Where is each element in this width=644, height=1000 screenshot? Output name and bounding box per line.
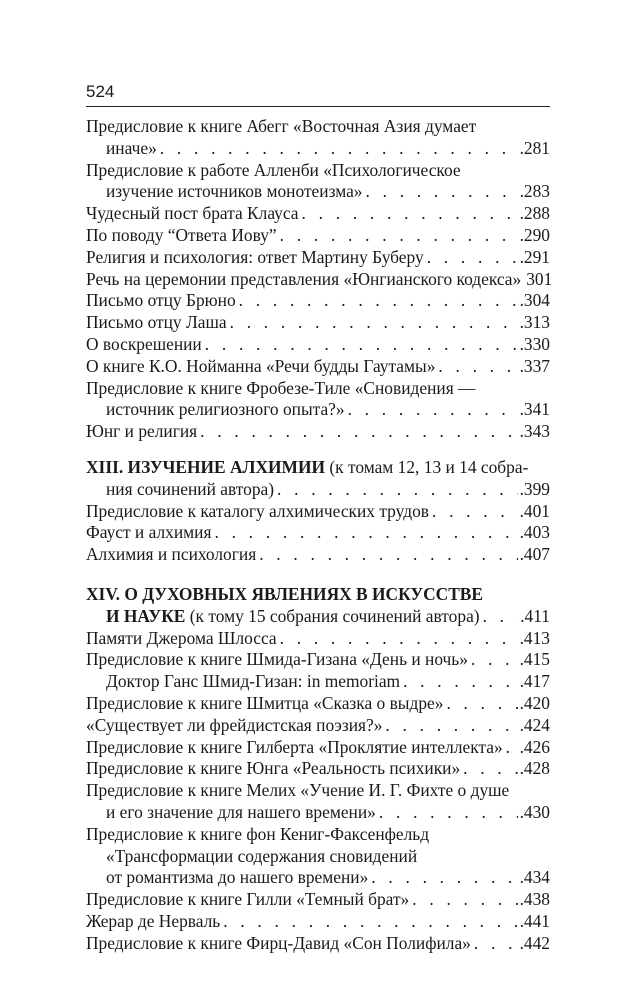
entry-row bbox=[86, 203, 550, 225]
toc-entry bbox=[86, 693, 550, 715]
entry-title: Предисловие к книге Юнга «Реальность психики» bbox=[86, 758, 461, 779]
entry-row bbox=[86, 356, 550, 378]
toc-entry bbox=[86, 544, 550, 566]
entry-row bbox=[86, 715, 550, 737]
entry-page: .341 bbox=[519, 399, 550, 420]
section-xiv-heading-bold2: И НАУКЕ bbox=[106, 605, 186, 626]
entry-row bbox=[86, 421, 550, 443]
entry-row bbox=[86, 628, 550, 650]
entry-title bbox=[106, 606, 480, 628]
toc-entry bbox=[86, 378, 550, 422]
toc-entry bbox=[86, 715, 550, 737]
leader-dots bbox=[348, 399, 518, 421]
entry-page: .337 bbox=[519, 355, 550, 376]
entry-page: .426 bbox=[519, 736, 550, 757]
page-number: 524 bbox=[86, 82, 115, 101]
entry-title: Религия и психология: ответ Мартину Буберу bbox=[86, 246, 424, 267]
entry-page: .399 bbox=[519, 478, 550, 499]
entry-title-line: «Трансформации содержания сновидений bbox=[106, 845, 418, 866]
entry-row bbox=[86, 181, 550, 203]
entry-title: Письмо отцу Брюно bbox=[86, 290, 236, 311]
toc-entry bbox=[86, 824, 550, 889]
section-xiii-heading bbox=[86, 457, 550, 479]
leader-dots bbox=[432, 501, 518, 523]
entry-title-line: Предисловие к книге Абегг «Восточная Азия думает bbox=[86, 116, 477, 136]
entry-title: иначе» bbox=[106, 137, 157, 158]
entry-page: .403 bbox=[519, 522, 550, 543]
entry-row bbox=[86, 399, 550, 421]
entry-row bbox=[86, 737, 550, 759]
section-xiv-heading-cont bbox=[86, 606, 550, 628]
entry-title: «Существует ли фрейдистская поэзия?» bbox=[86, 714, 383, 735]
toc-entry bbox=[86, 268, 553, 291]
toc-entry bbox=[86, 203, 550, 225]
leader-dots bbox=[200, 421, 517, 443]
toc-entry bbox=[86, 421, 550, 443]
entry-row bbox=[86, 544, 550, 566]
section-xiv-heading-rest2: (к тому 15 собрания сочинений автора) bbox=[185, 605, 480, 626]
leader-dots bbox=[205, 334, 518, 356]
toc-entry bbox=[86, 160, 550, 204]
entry-title: Речь на церемонии представления «Юнгианского кодекса» bbox=[86, 268, 522, 289]
toc-entry bbox=[86, 225, 550, 247]
entry-page: .291 bbox=[519, 246, 550, 267]
entry-row bbox=[86, 225, 550, 247]
leader-dots bbox=[371, 867, 517, 889]
section-xiii-heading-bold: XIII. ИЗУЧЕНИЕ АЛХИМИИ bbox=[86, 456, 326, 477]
entry-page: .424 bbox=[519, 714, 550, 735]
entry-row bbox=[86, 522, 550, 544]
entry-title-line: Предисловие к работе Алленби «Психологическое bbox=[86, 159, 461, 180]
leader-dots bbox=[438, 356, 517, 378]
toc-entry bbox=[86, 628, 550, 650]
entry-title: Предисловие к книге Гилли «Темный брат» bbox=[86, 889, 410, 910]
entry-row bbox=[86, 501, 550, 523]
entry-title: Письмо отцу Лаша bbox=[86, 312, 227, 333]
toc-entry bbox=[86, 247, 550, 269]
entry-title-line: Предисловие к книге Фробезе-Тиле «Сновидения — bbox=[86, 377, 476, 398]
toc-entry bbox=[86, 758, 550, 780]
entry-page: .411 bbox=[520, 605, 550, 626]
entry-title: Доктор Ганс Шмид-Гизан: in memoriam bbox=[106, 671, 401, 692]
section-xiii-heading-rest: (к томам 12, 13 и 14 собра- bbox=[325, 456, 529, 477]
leader-dots bbox=[280, 225, 518, 247]
entry-page: .281 bbox=[519, 137, 550, 158]
section-xiv-entries bbox=[86, 628, 550, 955]
toc-entry bbox=[86, 356, 550, 378]
entry-page: .434 bbox=[519, 867, 550, 888]
toc-entry bbox=[86, 290, 550, 312]
leader-dots bbox=[446, 693, 517, 715]
entry-row bbox=[86, 268, 553, 291]
entry-page: .330 bbox=[519, 333, 550, 354]
toc-entry bbox=[86, 116, 550, 160]
leader-dots bbox=[223, 911, 517, 933]
entry-page: .407 bbox=[519, 544, 550, 565]
entry-page: .283 bbox=[519, 181, 550, 202]
leader-dots bbox=[412, 889, 517, 911]
entry-page: .290 bbox=[519, 224, 550, 245]
entry-page: .442 bbox=[519, 932, 550, 953]
entry-row bbox=[86, 693, 550, 715]
section-xiv bbox=[86, 584, 550, 955]
section-xiii-entries bbox=[86, 501, 550, 566]
leader-dots bbox=[366, 181, 518, 203]
leader-dots bbox=[239, 290, 518, 312]
leader-dots bbox=[403, 671, 517, 693]
entry-title: Предисловие к книге Фирц-Давид «Сон Полифила» bbox=[86, 932, 471, 953]
entry-page: .343 bbox=[519, 421, 550, 442]
entry-title: О книге К.О. Нойманна «Речи будды Гаутамы» bbox=[86, 355, 436, 376]
toc-entry bbox=[86, 889, 550, 911]
leader-dots bbox=[474, 933, 518, 955]
table-of-contents bbox=[86, 116, 553, 954]
toc-entry bbox=[86, 522, 550, 544]
section-xiv-heading bbox=[86, 584, 550, 606]
leader-dots bbox=[427, 247, 518, 269]
leader-dots bbox=[506, 737, 518, 759]
entry-row bbox=[86, 802, 550, 824]
entry-page: .413 bbox=[519, 627, 550, 648]
entry-page: .313 bbox=[519, 312, 550, 333]
section-xiii bbox=[86, 457, 550, 566]
entry-row bbox=[86, 671, 550, 693]
leader-dots bbox=[385, 715, 517, 737]
entry-page: 301 bbox=[526, 268, 553, 289]
leader-dots bbox=[463, 758, 517, 780]
entry-title: Фауст и алхимия bbox=[86, 522, 212, 543]
entry-row bbox=[86, 138, 550, 160]
entry-title: Предисловие к книге Шмитца «Сказка о выдре» bbox=[86, 692, 444, 713]
toc-entry bbox=[86, 780, 550, 824]
entry-title: источник религиозного опыта?» bbox=[106, 399, 345, 420]
entry-page: .438 bbox=[519, 889, 550, 910]
leader-dots bbox=[471, 649, 518, 671]
entry-title: Предисловие к книге Гилберта «Проклятие интеллекта» bbox=[86, 736, 503, 757]
entry-title: По поводу “Ответа Иову” bbox=[86, 224, 277, 245]
entry-title: от романтизма до нашего времени» bbox=[106, 867, 369, 888]
toc-entry bbox=[86, 911, 550, 933]
entry-page: .415 bbox=[519, 649, 550, 670]
entry-row bbox=[86, 290, 550, 312]
leader-dots bbox=[160, 138, 518, 160]
toc-entry bbox=[86, 312, 550, 334]
entry-title: Чудесный пост брата Клауса bbox=[86, 203, 299, 224]
leader-dots bbox=[483, 606, 519, 628]
entry-row bbox=[86, 758, 550, 780]
leader-dots bbox=[230, 312, 518, 334]
entry-row bbox=[86, 334, 550, 356]
entry-page: .304 bbox=[519, 290, 550, 311]
toc-entry bbox=[86, 501, 550, 523]
toc-entry bbox=[86, 933, 550, 955]
section-xiii-heading-cont bbox=[86, 479, 550, 501]
leader-dots bbox=[214, 522, 517, 544]
entry-title: Алхимия и психология bbox=[86, 544, 257, 565]
entry-page: .401 bbox=[519, 500, 550, 521]
section-xiv-heading-line1: XIV. О ДУХОВНЫХ ЯВЛЕНИЯХ В ИСКУССТВЕ bbox=[86, 583, 484, 604]
header-rule bbox=[86, 106, 550, 107]
leader-dots bbox=[379, 802, 518, 824]
entry-title: О воскрешении bbox=[86, 333, 202, 354]
entry-page: .428 bbox=[519, 758, 550, 779]
toc-entry bbox=[86, 737, 550, 759]
entry-row bbox=[86, 867, 550, 889]
entry-title: и его значение для нашего времени» bbox=[106, 801, 376, 822]
entry-page: .288 bbox=[519, 203, 550, 224]
entry-page: .441 bbox=[519, 910, 550, 931]
entry-page: .417 bbox=[519, 671, 550, 692]
entry-title: Жерар де Нерваль bbox=[86, 910, 221, 931]
entry-title: Предисловие к книге Шмида-Гизана «День и ночь» bbox=[86, 649, 468, 670]
entry-title-line: Предисловие к книге фон Кениг-Факсенфельд bbox=[86, 823, 430, 844]
toc-entry bbox=[86, 671, 550, 693]
entry-row bbox=[86, 312, 550, 334]
leader-dots bbox=[302, 203, 518, 225]
toc-entry bbox=[86, 334, 550, 356]
entry-title: изучение источников монотеизма» bbox=[106, 181, 363, 202]
entry-title-line: Предисловие к книге Мелих «Учение И. Г. Фихте о душе bbox=[86, 780, 510, 801]
entry-row bbox=[86, 933, 550, 955]
entry-page: .420 bbox=[519, 692, 550, 713]
entry-title: Предисловие к каталогу алхимических трудов bbox=[86, 500, 429, 521]
entry-row bbox=[86, 911, 550, 933]
entry-title: Юнг и религия bbox=[86, 421, 198, 442]
leader-dots bbox=[259, 544, 517, 566]
toc-entry bbox=[86, 649, 550, 671]
leader-dots bbox=[277, 479, 518, 501]
entry-title: Памяти Джерома Шлосса bbox=[86, 627, 277, 648]
leader-dots bbox=[280, 628, 518, 650]
entry-row bbox=[86, 247, 550, 269]
entry-page: .430 bbox=[519, 801, 550, 822]
entry-row bbox=[86, 889, 550, 911]
entry-row bbox=[86, 649, 550, 671]
section-xii-end bbox=[86, 116, 553, 443]
entry-title: ния сочинений автора) bbox=[106, 478, 275, 499]
